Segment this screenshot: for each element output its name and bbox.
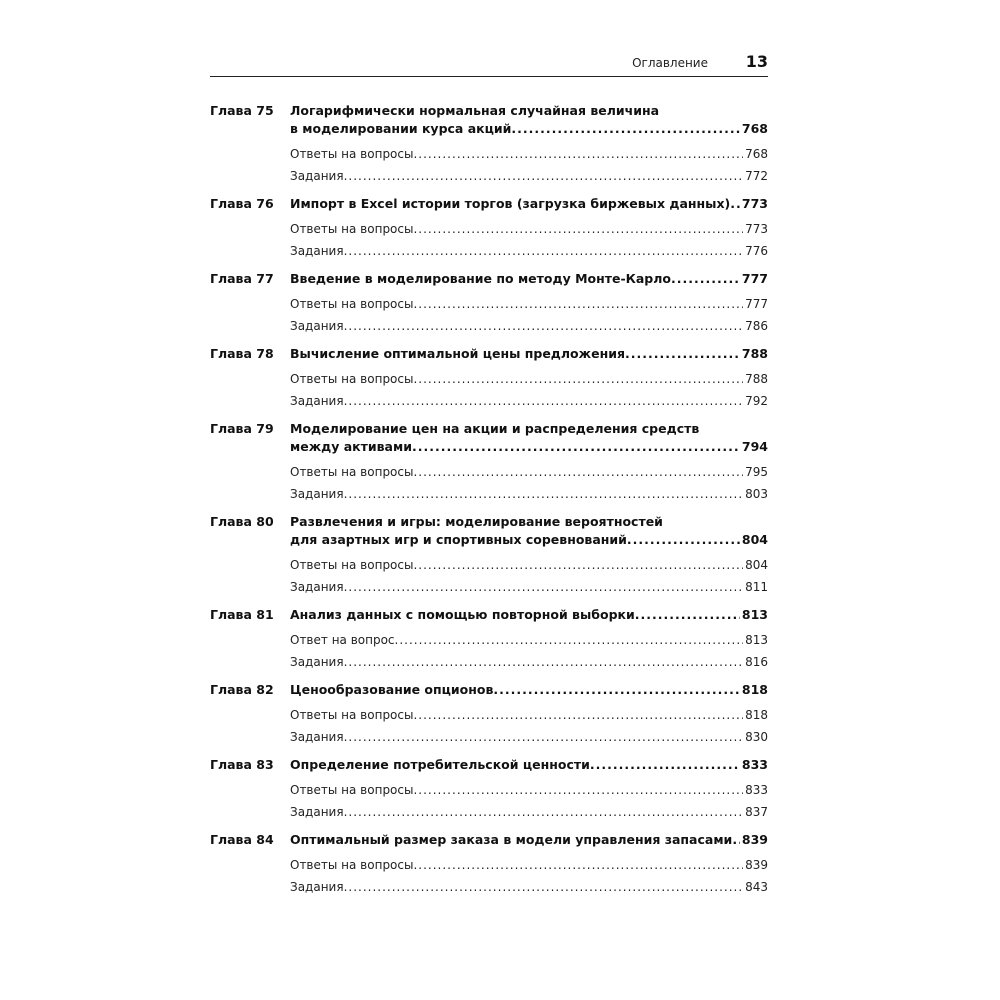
chapter-title-block bbox=[290, 420, 768, 456]
subentry-page-number: 813 bbox=[745, 633, 768, 647]
chapter-page-number: 773 bbox=[741, 196, 768, 211]
subentry-page-number: 768 bbox=[745, 147, 768, 161]
toc-chapter bbox=[210, 270, 768, 337]
toc-subentry[interactable] bbox=[290, 780, 768, 802]
chapter-heading bbox=[210, 831, 768, 849]
subentry-label: Задания bbox=[290, 393, 344, 408]
dot-leader bbox=[730, 195, 740, 213]
chapter-title-block bbox=[290, 831, 768, 849]
chapter-title-block bbox=[290, 606, 768, 624]
dot-leader bbox=[493, 681, 740, 699]
toc-chapter bbox=[210, 831, 768, 898]
subentry-label: Задания bbox=[290, 654, 344, 669]
chapter-page-number: 794 bbox=[741, 439, 768, 454]
chapter-subsections bbox=[290, 780, 768, 823]
chapter-title-entry[interactable] bbox=[290, 438, 768, 456]
subentry-label: Ответы на вопросы bbox=[290, 465, 414, 479]
dot-leader bbox=[671, 270, 740, 288]
dot-leader bbox=[344, 727, 744, 749]
chapter-page-number: 833 bbox=[741, 757, 768, 772]
subentry-label: Ответы на вопросы bbox=[290, 222, 414, 236]
chapter-subsections bbox=[290, 294, 768, 337]
chapter-number: Глава 83 bbox=[210, 757, 274, 772]
toc-subentry[interactable] bbox=[290, 369, 768, 391]
dot-leader bbox=[412, 438, 740, 456]
toc-subentry[interactable] bbox=[290, 166, 768, 188]
chapter-title-line: Моделирование цен на акции и распределения средств bbox=[290, 421, 700, 436]
toc-subentry[interactable] bbox=[290, 652, 768, 674]
chapter-page-number: 777 bbox=[741, 271, 768, 286]
subentry-label: Ответы на вопросы bbox=[290, 297, 414, 311]
subentry-page-number: 804 bbox=[745, 558, 768, 572]
toc-subentry[interactable] bbox=[290, 484, 768, 506]
subentry-label: Задания bbox=[290, 486, 344, 501]
chapter-title-entry[interactable] bbox=[290, 270, 768, 288]
toc-chapter bbox=[210, 195, 768, 262]
dot-leader bbox=[511, 120, 739, 138]
chapter-page-number: 768 bbox=[741, 121, 768, 136]
chapter-heading bbox=[210, 345, 768, 363]
toc-chapter bbox=[210, 756, 768, 823]
chapter-title-entry[interactable] bbox=[290, 120, 768, 138]
subentry-label: Задания bbox=[290, 243, 344, 258]
subentry-label: Задания bbox=[290, 879, 344, 894]
chapter-heading bbox=[210, 681, 768, 699]
page-number: 13 bbox=[745, 52, 768, 71]
subentry-page-number: 795 bbox=[745, 465, 768, 479]
chapter-heading bbox=[210, 195, 768, 213]
chapter-number: Глава 75 bbox=[210, 103, 274, 118]
chapter-title: Анализ данных с помощью повторной выборки bbox=[290, 607, 635, 622]
chapter-page-number: 788 bbox=[741, 346, 768, 361]
chapter-title-entry[interactable] bbox=[290, 681, 768, 699]
chapter-number: Глава 78 bbox=[210, 346, 274, 361]
chapter-number: Глава 76 bbox=[210, 196, 274, 211]
subentry-page-number: 830 bbox=[745, 729, 768, 744]
chapter-subsections bbox=[290, 369, 768, 412]
subentry-page-number: 788 bbox=[745, 372, 768, 386]
dot-leader bbox=[413, 369, 743, 391]
toc-chapter bbox=[210, 420, 768, 505]
dot-leader bbox=[344, 652, 744, 674]
subentry-page-number: 803 bbox=[745, 486, 768, 501]
chapter-page-number: 813 bbox=[741, 607, 768, 622]
chapter-title: Импорт в Excel истории торгов (загрузка биржевых данных) bbox=[290, 196, 731, 211]
chapter-heading bbox=[210, 420, 768, 456]
chapter-title-entry[interactable] bbox=[290, 831, 768, 849]
subentry-label: Ответы на вопросы bbox=[290, 783, 414, 797]
chapter-title-block bbox=[290, 681, 768, 699]
subentry-label: Задания bbox=[290, 318, 344, 333]
dot-leader bbox=[413, 555, 743, 577]
chapter-subsections bbox=[290, 705, 768, 748]
chapter-subsections bbox=[290, 555, 768, 598]
chapter-number: Глава 84 bbox=[210, 832, 274, 847]
chapter-title-line: Логарифмически нормальная случайная величина bbox=[290, 103, 660, 118]
dot-leader bbox=[344, 577, 744, 599]
toc-subentry[interactable] bbox=[290, 855, 768, 877]
subentry-page-number: 773 bbox=[745, 222, 768, 236]
subentry-label: Ответ на вопрос bbox=[290, 633, 395, 647]
chapter-heading bbox=[210, 756, 768, 774]
subentry-page-number: 837 bbox=[745, 804, 768, 819]
subentry-label: Ответы на вопросы bbox=[290, 858, 414, 872]
subentry-label: Ответы на вопросы bbox=[290, 708, 414, 722]
chapter-number: Глава 82 bbox=[210, 682, 274, 697]
chapter-title-block bbox=[290, 756, 768, 774]
dot-leader bbox=[627, 531, 740, 549]
toc-subentry[interactable] bbox=[290, 391, 768, 413]
dot-leader bbox=[635, 606, 740, 624]
chapter-page-number: 839 bbox=[741, 832, 768, 847]
chapter-page-number: 818 bbox=[741, 682, 768, 697]
dot-leader bbox=[344, 391, 744, 413]
chapter-title: Вычисление оптимальной цены предложения bbox=[290, 346, 625, 361]
toc-subentry[interactable] bbox=[290, 294, 768, 316]
toc-subentry[interactable] bbox=[290, 577, 768, 599]
chapter-subsections bbox=[290, 855, 768, 898]
chapter-heading bbox=[210, 270, 768, 288]
chapter-number: Глава 80 bbox=[210, 514, 274, 529]
subentry-label: Задания bbox=[290, 579, 344, 594]
toc-subentry[interactable] bbox=[290, 241, 768, 263]
dot-leader bbox=[413, 855, 743, 877]
table-of-contents bbox=[210, 102, 768, 906]
toc-subentry[interactable] bbox=[290, 877, 768, 899]
dot-leader bbox=[344, 877, 744, 899]
chapter-title: Ценообразование опционов bbox=[290, 682, 494, 697]
dot-leader bbox=[590, 756, 740, 774]
chapter-title-entry[interactable] bbox=[290, 195, 768, 213]
subentry-label: Задания bbox=[290, 804, 344, 819]
subentry-page-number: 839 bbox=[745, 858, 768, 872]
subentry-page-number: 843 bbox=[745, 879, 768, 894]
chapter-title-block bbox=[290, 513, 768, 549]
toc-subentry[interactable] bbox=[290, 219, 768, 241]
toc-chapter bbox=[210, 513, 768, 598]
toc-subentry[interactable] bbox=[290, 462, 768, 484]
dot-leader bbox=[413, 705, 743, 727]
dot-leader bbox=[413, 219, 743, 241]
subentry-page-number: 833 bbox=[745, 783, 768, 797]
toc-subentry[interactable] bbox=[290, 705, 768, 727]
subentry-label: Задания bbox=[290, 729, 344, 744]
chapter-title-entry[interactable] bbox=[290, 345, 768, 363]
chapter-title-block bbox=[290, 345, 768, 363]
toc-subentry[interactable] bbox=[290, 727, 768, 749]
chapter-heading bbox=[210, 102, 768, 138]
chapter-title: для азартных игр и спортивных соревнований bbox=[290, 532, 627, 547]
chapter-subsections bbox=[290, 144, 768, 187]
subentry-page-number: 811 bbox=[745, 579, 768, 594]
chapter-title-entry[interactable] bbox=[290, 606, 768, 624]
chapter-subsections bbox=[290, 219, 768, 262]
chapter-title: в моделировании курса акций bbox=[290, 121, 512, 136]
chapter-page-number: 804 bbox=[741, 532, 768, 547]
chapter-title-block bbox=[290, 102, 768, 138]
dot-leader bbox=[413, 144, 743, 166]
dot-leader bbox=[344, 316, 744, 338]
dot-leader bbox=[395, 630, 744, 652]
dot-leader bbox=[625, 345, 740, 363]
chapter-number: Глава 81 bbox=[210, 607, 274, 622]
chapter-title: Введение в моделирование по методу Монте-Карло bbox=[290, 271, 671, 286]
chapter-title-block bbox=[290, 195, 768, 213]
running-title: Оглавление bbox=[632, 56, 708, 70]
subentry-page-number: 786 bbox=[745, 318, 768, 333]
toc-subentry[interactable] bbox=[290, 316, 768, 338]
subentry-label: Задания bbox=[290, 168, 344, 183]
dot-leader bbox=[413, 780, 743, 802]
subentry-page-number: 818 bbox=[745, 708, 768, 722]
subentry-label: Ответы на вопросы bbox=[290, 147, 414, 161]
chapter-subsections bbox=[290, 630, 768, 673]
subentry-page-number: 776 bbox=[745, 243, 768, 258]
chapter-heading bbox=[210, 513, 768, 549]
toc-subentry[interactable] bbox=[290, 630, 768, 652]
dot-leader bbox=[344, 241, 744, 263]
chapter-title-block bbox=[290, 270, 768, 288]
chapter-title: Определение потребительской ценности bbox=[290, 757, 590, 772]
subentry-label: Ответы на вопросы bbox=[290, 372, 414, 386]
dot-leader bbox=[413, 462, 743, 484]
subentry-page-number: 772 bbox=[745, 168, 768, 183]
toc-chapter bbox=[210, 345, 768, 412]
subentry-label: Ответы на вопросы bbox=[290, 558, 414, 572]
dot-leader bbox=[344, 484, 744, 506]
subentry-page-number: 777 bbox=[745, 297, 768, 311]
dot-leader bbox=[344, 166, 744, 188]
chapter-subsections bbox=[290, 462, 768, 505]
toc-subentry[interactable] bbox=[290, 555, 768, 577]
chapter-title-line: Развлечения и игры: моделирование вероятностей bbox=[290, 514, 663, 529]
toc-chapter bbox=[210, 606, 768, 673]
chapter-heading bbox=[210, 606, 768, 624]
chapter-title-entry[interactable] bbox=[290, 531, 768, 549]
dot-leader bbox=[732, 831, 740, 849]
dot-leader bbox=[344, 802, 744, 824]
chapter-number: Глава 77 bbox=[210, 271, 274, 286]
page-header bbox=[210, 52, 768, 77]
chapter-number: Глава 79 bbox=[210, 421, 274, 436]
subentry-page-number: 792 bbox=[745, 393, 768, 408]
chapter-title-entry[interactable] bbox=[290, 756, 768, 774]
dot-leader bbox=[413, 294, 743, 316]
toc-chapter bbox=[210, 102, 768, 187]
chapter-title: Оптимальный размер заказа в модели управления запасами bbox=[290, 832, 733, 847]
subentry-page-number: 816 bbox=[745, 654, 768, 669]
toc-subentry[interactable] bbox=[290, 802, 768, 824]
chapter-title: между активами bbox=[290, 439, 412, 454]
toc-subentry[interactable] bbox=[290, 144, 768, 166]
toc-chapter bbox=[210, 681, 768, 748]
